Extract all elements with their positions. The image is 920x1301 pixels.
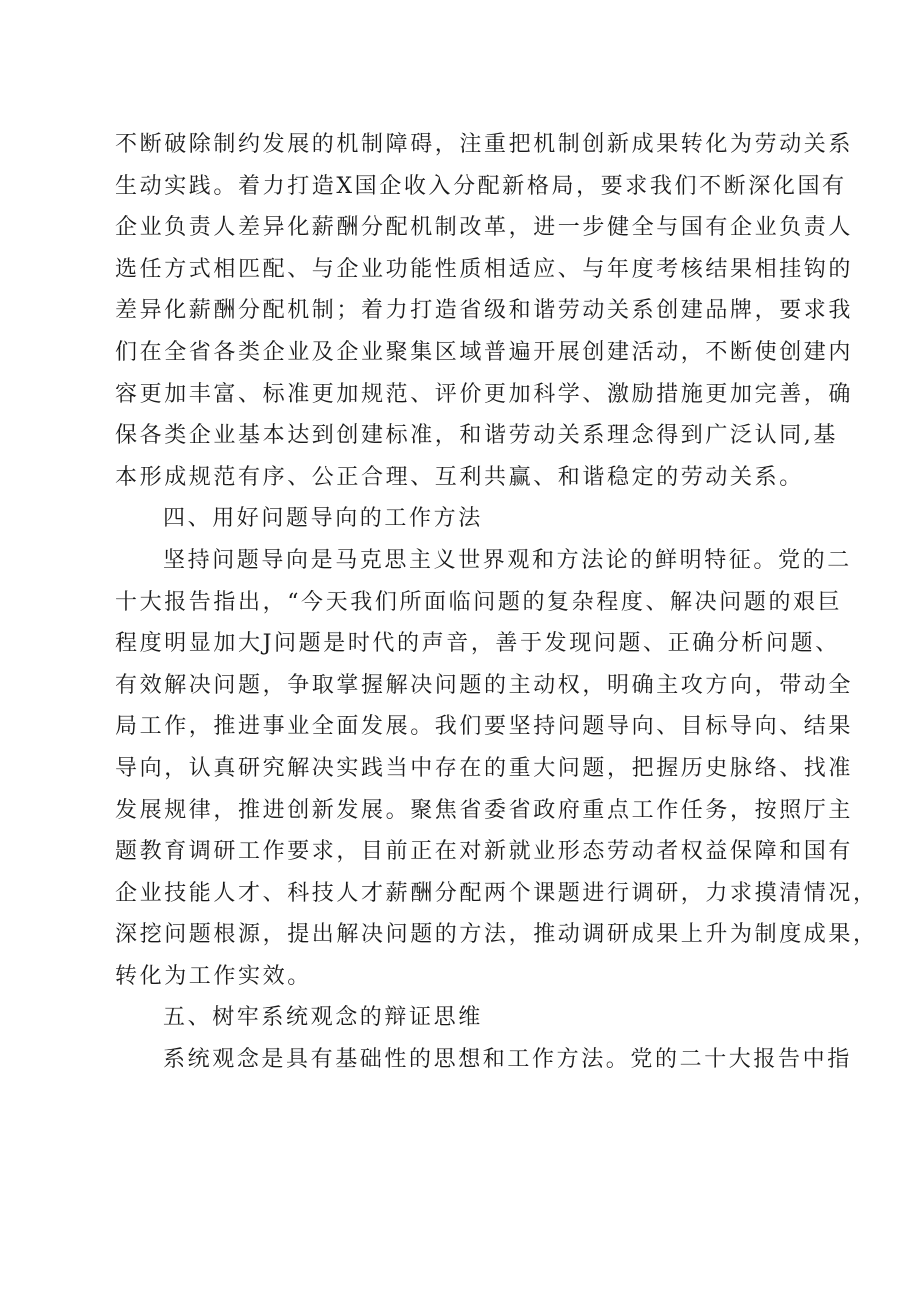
paragraph-line: 本形成规范有序、公正合理、互利共赢、和谐稳定的劳动关系。	[115, 464, 804, 490]
paragraph-line: 局工作，推进事业全面发展。我们要坚持问题导向、目标导向、结果	[115, 714, 854, 740]
paragraph	[115, 1039, 852, 1081]
paragraph-line: 选任方式相匹配、与企业功能性质相适应、与年度考核结果相挂钩的	[115, 256, 854, 282]
paragraph-line: 导向，认真研究解决实践当中存在的重大问题，把握历史脉络、找准	[115, 755, 854, 781]
section-heading: 五、树牢系统观念的辩证思维	[163, 1005, 483, 1031]
paragraph-line: 深挖问题根源，提出解决问题的方法，推动调研成果上升为制度成果，	[115, 922, 878, 948]
paragraph	[115, 124, 854, 498]
paragraph-line: 差异化薪酬分配机制；着力打造省级和谐劳动关系创建品牌，要求我	[115, 298, 854, 324]
paragraph-line: 系统观念是具有基础性的思想和工作方法。党的二十大报告中指	[163, 1047, 852, 1073]
paragraph-line: 保各类企业基本达到创建标准，和谐劳动关系理念得到广泛认同,基	[115, 423, 838, 449]
paragraph-line: 题教育调研工作要求，目前正在对新就业形态劳动者权益保障和国有	[115, 839, 854, 865]
paragraph-line: 发展规律，推进创新发展。聚焦省委省政府重点工作任务，按照厅主	[115, 797, 854, 823]
paragraph-line: 有效解决问题，争取掌握解决问题的主动权，明确主攻方向，带动全	[115, 672, 854, 698]
paragraph-line: 企业负责人差异化薪酬分配机制改革，进一步健全与国有企业负责人	[115, 215, 854, 241]
paragraph-line: 转化为工作实效。	[115, 963, 312, 989]
paragraph-line: 不断破除制约发展的机制障碍，注重把机制创新成果转化为劳动关系	[115, 132, 854, 157]
paragraph	[115, 540, 878, 998]
paragraph-line: 企业技能人才、科技人才薪酬分配两个课题进行调研，力求摸清情况，	[115, 880, 878, 906]
paragraph-line: 容更加丰富、标准更加规范、评价更加科学、激励措施更加完善，确	[115, 381, 854, 407]
paragraph-line: 程度明显加大J问题是时代的声音，善于发现问题、正确分析问题、	[115, 631, 840, 657]
document-body	[115, 124, 878, 1081]
paragraph-line: 们在全省各类企业及企业聚集区域普遍开展创建活动，不断使创建内	[115, 339, 854, 365]
section-heading: 四、用好问题导向的工作方法	[163, 506, 483, 532]
paragraph-line: 生动实践。着力打造X国企收入分配新格局，要求我们不断深化国有	[115, 173, 847, 199]
paragraph-line: 坚持问题导向是马克思主义世界观和方法论的鲜明特征。党的二	[163, 547, 852, 573]
paragraph-line: 十大报告指出，“今天我们所面临问题的复杂程度、解决问题的艰巨	[115, 589, 843, 615]
